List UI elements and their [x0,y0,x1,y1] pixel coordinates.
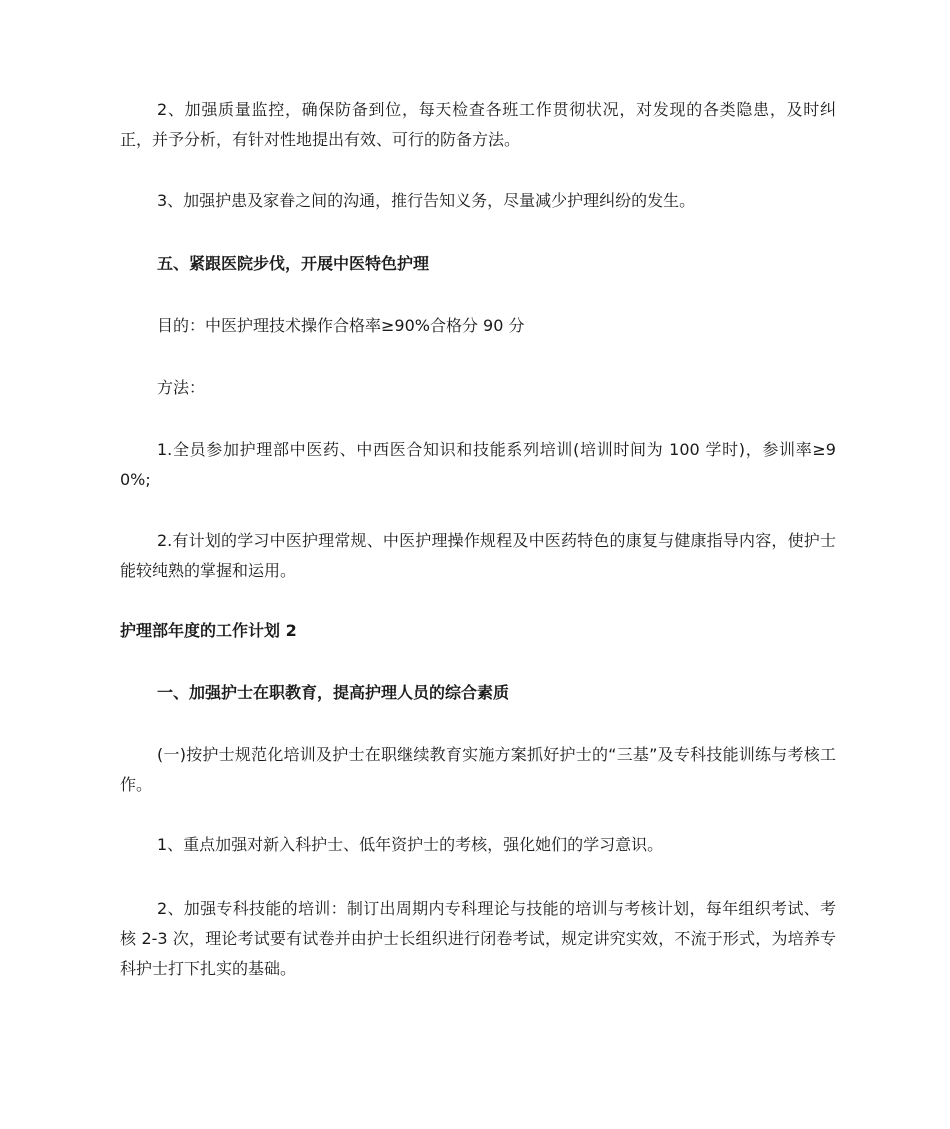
section-heading-tcm-nursing: 五、紧跟医院步伐，开展中医特色护理 [157,254,430,273]
section-heading-in-service-education: 一、加强护士在职教育，提高护理人员的综合素质 [157,683,510,702]
paragraph-quality-monitoring: 2、加强质量监控，确保防备到位，每天检查各班工作贯彻状况，对发现的各类隐患，及时纠正，并予分析，有针对性地提出有效、可行的防备方法。 [120,100,836,149]
document-title-plan-2: 护理部年度的工作计划 2 [120,621,297,640]
paragraph-method-label: 方法： [157,378,206,397]
paragraph-new-nurse-assessment: 1、重点加强对新入科护士、低年资护士的考核，强化她们的学习意识。 [157,835,664,854]
paragraph-communication: 3、加强护患及家眷之间的沟通，推行告知义务，尽量减少护理纠纷的发生。 [157,191,696,210]
paragraph-method-1: 1.全员参加护理部中医药、中西医合知识和技能系列培训(培训时间为 100 学时)，参训率≥90%; [120,440,836,489]
paragraph-training-program: (一)按护士规范化培训及护士在职继续教育实施方案抓好护士的“三基”及专科技能训练与考核工作。 [120,745,836,794]
paragraph-specialty-training: 2、加强专科技能的培训：制订出周期内专科理论与技能的培训与考核计划，每年组织考试、考核 2-3 次，理论考试要有试卷并由护士长组织进行闭卷考试，规定讲究实效，不流于形式，为培养专科护士打下扎实的基础。 [120,899,836,978]
paragraph-method-2: 2.有计划的学习中医护理常规、中医护理操作规程及中医药特色的康复与健康指导内容，使护士能较纯熟的掌握和运用。 [120,531,836,580]
paragraph-objective: 目的：中医护理技术操作合格率≥90%合格分 90 分 [157,316,525,335]
